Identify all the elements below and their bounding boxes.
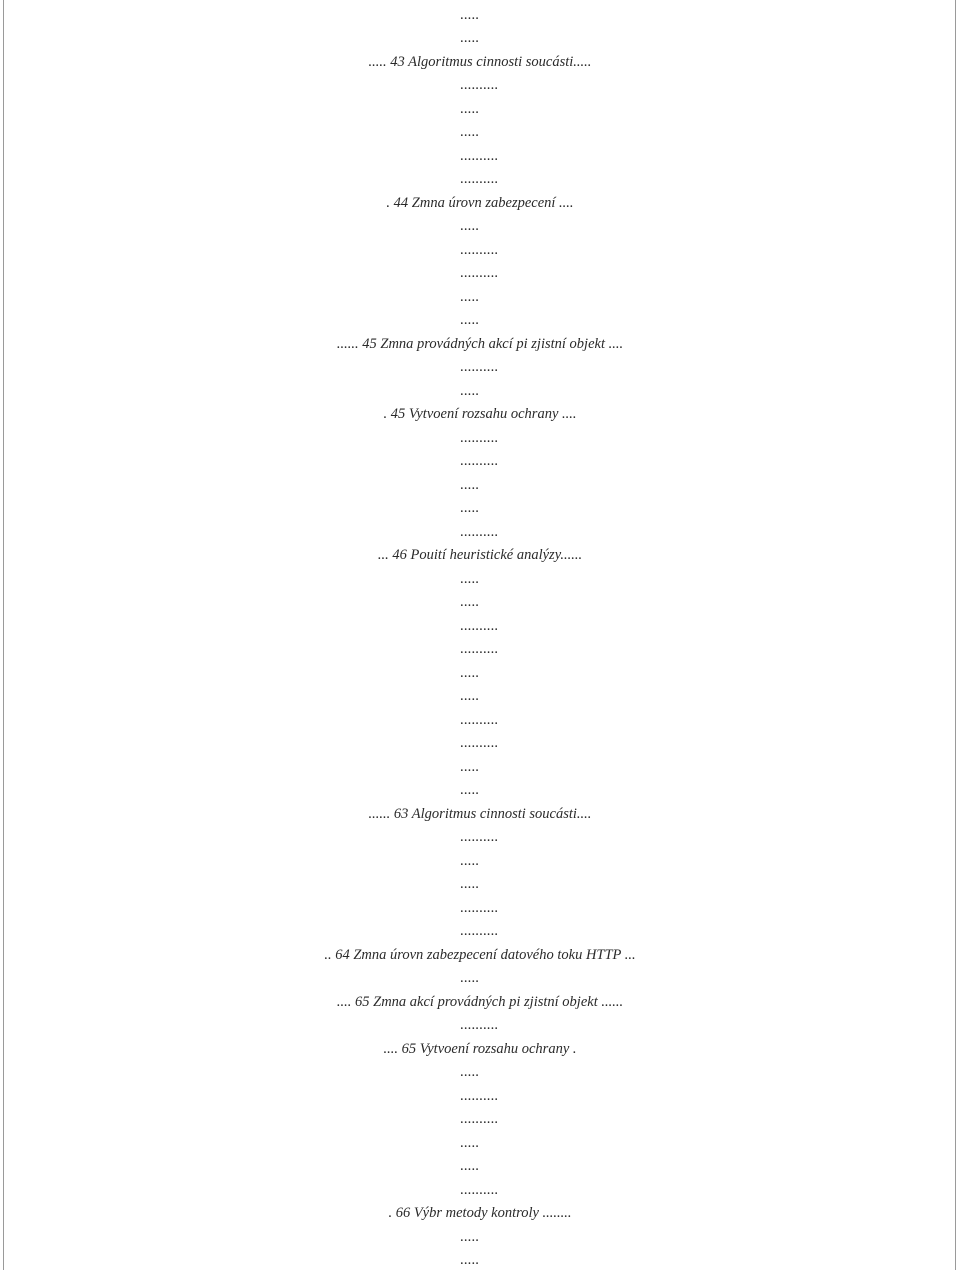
dot-leader: ..... — [460, 312, 480, 328]
toc-entry: . 66 Výbr metody kontroly ........ — [388, 1205, 572, 1221]
dot-leader: .......... — [460, 430, 499, 446]
dot-leader: ..... — [460, 1158, 480, 1174]
dot-leader: ..... — [460, 876, 480, 892]
dot-leader: ..... — [460, 124, 480, 140]
toc-entry: .. 64 Zmna úrovn zabezpecení datového toku HTTP ... — [324, 947, 636, 963]
dot-leader: ..... — [460, 1229, 480, 1245]
dot-leader: ..... — [460, 383, 480, 399]
dot-leader: .......... — [460, 923, 499, 939]
dot-leader: ..... — [460, 7, 480, 23]
dot-leader: ..... — [460, 782, 480, 798]
dot-leader: ..... — [460, 477, 480, 493]
toc-entry: ...... 63 Algoritmus cinnosti soucásti.... — [368, 806, 592, 822]
dot-leader: .......... — [460, 148, 499, 164]
toc-entry: . 44 Zmna úrovn zabezpecení .... — [386, 195, 574, 211]
dot-leader: ..... — [460, 1135, 480, 1151]
dot-leader: ..... — [460, 1064, 480, 1080]
dot-leader: ..... — [460, 571, 480, 587]
toc-entry: ...... 45 Zmna provádných akcí pi zjistní objekt .... — [336, 336, 624, 352]
toc-entry: ... 46 Pouití heuristické analýzy...... — [377, 547, 583, 563]
dot-leader: .......... — [460, 641, 499, 657]
dot-leader: .......... — [460, 1111, 499, 1127]
dot-leader: .......... — [460, 735, 499, 751]
dot-leader: ..... — [460, 30, 480, 46]
dot-leader: ..... — [460, 665, 480, 681]
dot-leader: .......... — [460, 712, 499, 728]
dot-leader: .......... — [460, 900, 499, 916]
toc-entry: .... 65 Vytvoení rozsahu ochrany . — [383, 1041, 577, 1057]
dot-leader: ..... — [460, 759, 480, 775]
toc-entry: .... 65 Zmna akcí provádných pi zjistní objekt ...... — [336, 994, 624, 1010]
dot-leader: ..... — [460, 101, 480, 117]
dot-leader: ..... — [460, 853, 480, 869]
dot-leader: ..... — [460, 1252, 480, 1268]
dot-leader: .......... — [460, 242, 499, 258]
dot-leader: ..... — [460, 594, 480, 610]
dot-leader: .......... — [460, 1017, 499, 1033]
dot-leader: .......... — [460, 453, 499, 469]
dot-leader: .......... — [460, 171, 499, 187]
dot-leader: .......... — [460, 1182, 499, 1198]
dot-leader: .......... — [460, 1088, 499, 1104]
toc-entry: ..... 43 Algoritmus cinnosti soucásti..... — [368, 54, 592, 70]
dot-leader: ..... — [460, 500, 480, 516]
dot-leader: .......... — [460, 265, 499, 281]
dot-leader: ..... — [460, 688, 480, 704]
dot-leader: .......... — [460, 524, 499, 540]
dot-leader: .......... — [460, 829, 499, 845]
dot-leader: .......... — [460, 618, 499, 634]
dot-leader: ..... — [460, 289, 480, 305]
dot-leader: .......... — [460, 359, 499, 375]
toc-entry: . 45 Vytvoení rozsahu ochrany .... — [383, 406, 577, 422]
dot-leader: ..... — [460, 970, 480, 986]
dot-leader: .......... — [460, 77, 499, 93]
dot-leader: ..... — [460, 218, 480, 234]
